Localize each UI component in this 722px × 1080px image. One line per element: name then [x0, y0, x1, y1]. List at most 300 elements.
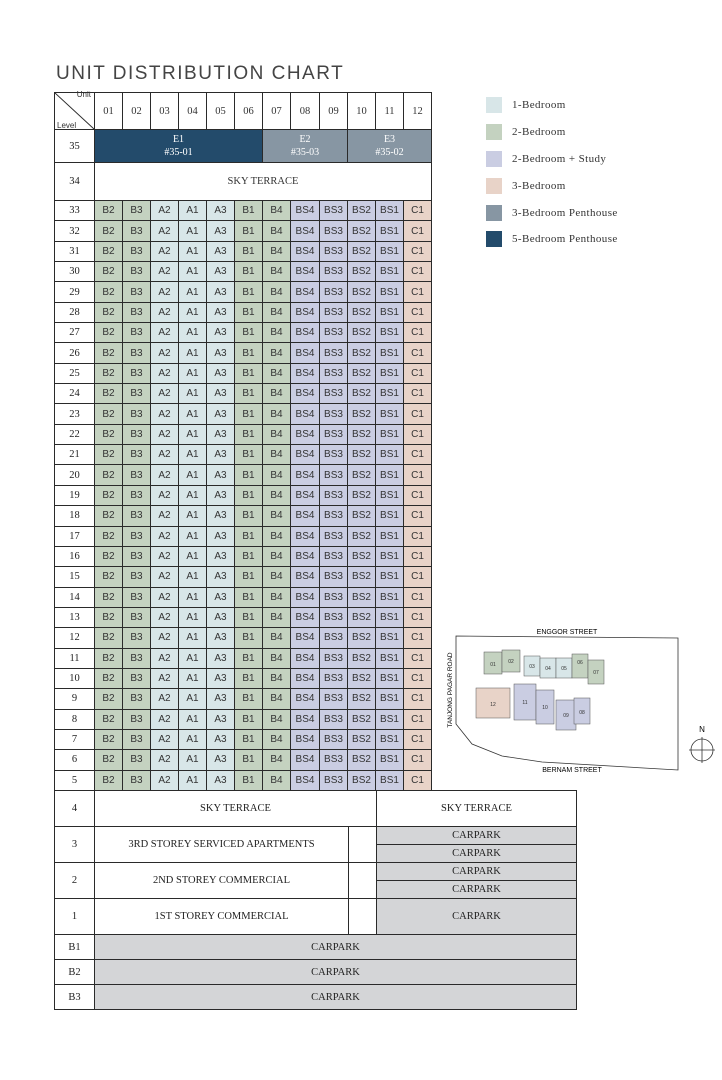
unit-cell: BS3 — [320, 262, 348, 282]
level-row — [55, 587, 432, 607]
unit-cell: C1 — [404, 668, 432, 688]
unit-cell: BS4 — [291, 323, 320, 343]
unit-cell: B2 — [95, 485, 123, 505]
unit-cell: BS3 — [320, 384, 348, 404]
unit-cell: A2 — [151, 546, 179, 566]
unit-cell: A3 — [207, 302, 235, 322]
level-row — [55, 567, 432, 587]
unit-cell: BS2 — [348, 709, 376, 729]
unit-cell: BS2 — [348, 404, 376, 424]
unit-cell: BS2 — [348, 384, 376, 404]
column-header: 09 — [320, 93, 348, 130]
unit-cell: B4 — [263, 445, 291, 465]
unit-cell: B3 — [123, 241, 151, 261]
unit-cell: A3 — [207, 445, 235, 465]
unit-cell: B1 — [235, 587, 263, 607]
level-row — [55, 282, 432, 302]
unit-cell: B2 — [95, 567, 123, 587]
unit-cell: A2 — [151, 241, 179, 261]
unit-cell: BS1 — [376, 282, 404, 302]
unit-cell: B3 — [123, 424, 151, 444]
unit-cell: A3 — [207, 201, 235, 221]
unit-cell: B4 — [263, 668, 291, 688]
lower-floors-table — [54, 790, 577, 1010]
unit-cell: B2 — [95, 526, 123, 546]
unit-cell: C1 — [404, 201, 432, 221]
unit-cell: BS2 — [348, 526, 376, 546]
unit-cell: B2 — [95, 628, 123, 648]
unit-cell: A1 — [179, 709, 207, 729]
unit-cell: C1 — [404, 363, 432, 383]
unit-cell: A3 — [207, 262, 235, 282]
unit-cell: A2 — [151, 302, 179, 322]
unit-cell: B2 — [95, 384, 123, 404]
unit-cell: A1 — [179, 587, 207, 607]
unit-cell: B2 — [95, 343, 123, 363]
unit-cell: BS3 — [320, 750, 348, 770]
unit-cell: C1 — [404, 241, 432, 261]
level-row — [55, 526, 432, 546]
level-row — [55, 770, 432, 790]
unit-cell: B4 — [263, 241, 291, 261]
unit-cell: BS1 — [376, 770, 404, 790]
level-b2-row — [55, 960, 577, 985]
corner-level-label: Level — [57, 121, 77, 130]
unit-cell: B1 — [235, 485, 263, 505]
unit-cell: BS4 — [291, 628, 320, 648]
map-unit-label: 02 — [508, 659, 514, 665]
empty-cell — [349, 899, 377, 935]
unit-cell: BS4 — [291, 607, 320, 627]
legend-label: 2-Bedroom — [512, 126, 566, 139]
level-row — [55, 241, 432, 261]
unit-cell: B3 — [123, 221, 151, 241]
unit-cell: A1 — [179, 607, 207, 627]
unit-cell: B1 — [235, 445, 263, 465]
level-label: 11 — [55, 648, 95, 668]
penthouse-e3 — [348, 130, 432, 163]
level-label: 32 — [55, 221, 95, 241]
unit-cell: BS2 — [348, 607, 376, 627]
level-label: 4 — [55, 791, 95, 827]
north-arrow-icon — [689, 737, 715, 763]
unit-cell: C1 — [404, 607, 432, 627]
unit-cell: A1 — [179, 404, 207, 424]
unit-cell: B1 — [235, 506, 263, 526]
unit-cell: B4 — [263, 343, 291, 363]
unit-cell: B2 — [95, 750, 123, 770]
legend-label: 1-Bedroom — [512, 99, 566, 112]
unit-cell: A1 — [179, 526, 207, 546]
unit-cell: A3 — [207, 709, 235, 729]
unit-cell: A1 — [179, 201, 207, 221]
unit-cell: A2 — [151, 567, 179, 587]
unit-cell: B3 — [123, 567, 151, 587]
unit-cell: A2 — [151, 689, 179, 709]
level-label: 5 — [55, 770, 95, 790]
unit-cell: BS3 — [320, 445, 348, 465]
north-label: N — [699, 725, 705, 734]
level-row — [55, 485, 432, 505]
unit-cell: BS2 — [348, 668, 376, 688]
unit-cell: B3 — [123, 262, 151, 282]
unit-cell: B4 — [263, 262, 291, 282]
level-row — [55, 607, 432, 627]
unit-cell: B1 — [235, 424, 263, 444]
unit-cell: BS2 — [348, 201, 376, 221]
level-label: 10 — [55, 668, 95, 688]
unit-cell: A3 — [207, 404, 235, 424]
unit-cell: B3 — [123, 506, 151, 526]
level-label: 23 — [55, 404, 95, 424]
unit-cell: B3 — [123, 587, 151, 607]
map-unit-label: 09 — [563, 713, 569, 719]
unit-cell: B1 — [235, 526, 263, 546]
unit-cell: B1 — [235, 668, 263, 688]
unit-cell: BS3 — [320, 648, 348, 668]
unit-cell: A3 — [207, 750, 235, 770]
corner-unit-label: Unit — [76, 90, 91, 99]
carpark-cell: CARPARK — [377, 845, 577, 863]
level-label: 29 — [55, 282, 95, 302]
level-label: 9 — [55, 689, 95, 709]
unit-cell: C1 — [404, 465, 432, 485]
unit-cell: BS4 — [291, 729, 320, 749]
unit-cell: A1 — [179, 363, 207, 383]
unit-cell: A1 — [179, 323, 207, 343]
unit-cell: B1 — [235, 241, 263, 261]
unit-cell: A1 — [179, 485, 207, 505]
unit-cell: A1 — [179, 445, 207, 465]
level-row — [55, 445, 432, 465]
legend-swatch — [486, 97, 502, 113]
unit-cell: BS1 — [376, 709, 404, 729]
unit-cell: B4 — [263, 485, 291, 505]
unit-cell: A3 — [207, 648, 235, 668]
unit-cell: BS3 — [320, 221, 348, 241]
unit-cell: B1 — [235, 221, 263, 241]
map-unit-label: 04 — [545, 666, 551, 672]
unit-cell: A1 — [179, 729, 207, 749]
header-row — [55, 93, 432, 130]
level-3-row — [55, 827, 577, 845]
penthouse-unit: #35-03 — [290, 147, 320, 158]
legend-swatch — [486, 205, 502, 221]
unit-cell: BS1 — [376, 201, 404, 221]
unit-cell: BS3 — [320, 465, 348, 485]
unit-cell: B2 — [95, 729, 123, 749]
unit-cell: BS2 — [348, 567, 376, 587]
unit-cell: B4 — [263, 404, 291, 424]
carpark-b3: CARPARK — [95, 985, 577, 1010]
unit-cell: C1 — [404, 750, 432, 770]
level-row — [55, 750, 432, 770]
legend-swatch — [486, 178, 502, 194]
unit-cell: BS4 — [291, 404, 320, 424]
unit-cell: B4 — [263, 770, 291, 790]
level-1-row — [55, 899, 577, 935]
unit-cell: B2 — [95, 221, 123, 241]
penthouse-code: E2 — [299, 134, 311, 145]
unit-cell: B2 — [95, 607, 123, 627]
unit-cell: A2 — [151, 709, 179, 729]
unit-cell: B2 — [95, 323, 123, 343]
unit-cell: A1 — [179, 262, 207, 282]
unit-cell: BS2 — [348, 262, 376, 282]
unit-cell: B3 — [123, 668, 151, 688]
column-header: 03 — [151, 93, 179, 130]
unit-cell: BS2 — [348, 689, 376, 709]
unit-cell: BS3 — [320, 526, 348, 546]
unit-cell: BS1 — [376, 262, 404, 282]
unit-cell: C1 — [404, 262, 432, 282]
unit-cell: B2 — [95, 709, 123, 729]
unit-cell: B3 — [123, 323, 151, 343]
unit-cell: A3 — [207, 567, 235, 587]
unit-cell: BS2 — [348, 770, 376, 790]
unit-cell: B3 — [123, 648, 151, 668]
unit-cell: A3 — [207, 668, 235, 688]
unit-cell: BS3 — [320, 628, 348, 648]
unit-cell: A2 — [151, 221, 179, 241]
level-row — [55, 302, 432, 322]
unit-cell: B1 — [235, 343, 263, 363]
unit-cell: A2 — [151, 648, 179, 668]
unit-cell: B4 — [263, 546, 291, 566]
level-label: 7 — [55, 729, 95, 749]
unit-cell: A2 — [151, 750, 179, 770]
unit-cell: B2 — [95, 546, 123, 566]
column-header: 04 — [179, 93, 207, 130]
penthouse-e1 — [95, 130, 263, 163]
unit-cell: A2 — [151, 485, 179, 505]
carpark-cell: CARPARK — [377, 899, 577, 935]
unit-grid — [54, 92, 432, 791]
unit-cell: B3 — [123, 729, 151, 749]
unit-cell: BS1 — [376, 343, 404, 363]
legend-swatch — [486, 124, 502, 140]
unit-cell: BS3 — [320, 567, 348, 587]
unit-cell: C1 — [404, 546, 432, 566]
unit-cell: BS1 — [376, 302, 404, 322]
penthouse-code: E3 — [383, 134, 396, 145]
penthouse-unit: #35-02 — [375, 147, 404, 158]
unit-cell: A2 — [151, 384, 179, 404]
unit-cell: C1 — [404, 282, 432, 302]
unit-cell: C1 — [404, 384, 432, 404]
unit-cell: A2 — [151, 201, 179, 221]
level-label: 21 — [55, 445, 95, 465]
unit-cell: A3 — [207, 241, 235, 261]
unit-cell: BS1 — [376, 648, 404, 668]
level-4-row — [55, 791, 577, 827]
unit-cell: B4 — [263, 567, 291, 587]
unit-cell: C1 — [404, 404, 432, 424]
level-row — [55, 729, 432, 749]
level-row — [55, 404, 432, 424]
unit-cell: B1 — [235, 628, 263, 648]
unit-cell: B3 — [123, 282, 151, 302]
serviced-apartments: 3RD STOREY SERVICED APARTMENTS — [95, 827, 349, 863]
unit-cell: BS4 — [291, 750, 320, 770]
unit-cell: A2 — [151, 424, 179, 444]
unit-cell: A3 — [207, 221, 235, 241]
unit-cell: A2 — [151, 526, 179, 546]
level-label: 16 — [55, 546, 95, 566]
unit-cell: B4 — [263, 282, 291, 302]
unit-cell: BS1 — [376, 607, 404, 627]
unit-cell: B2 — [95, 648, 123, 668]
column-header: 11 — [376, 93, 404, 130]
unit-cell: C1 — [404, 729, 432, 749]
level-label: 26 — [55, 343, 95, 363]
unit-cell: BS1 — [376, 668, 404, 688]
level-label: 8 — [55, 709, 95, 729]
level-label: 2 — [55, 863, 95, 899]
unit-cell: BS2 — [348, 302, 376, 322]
unit-cell: B4 — [263, 587, 291, 607]
empty-cell — [349, 827, 377, 863]
unit-cell: B3 — [123, 465, 151, 485]
level-row — [55, 628, 432, 648]
unit-cell: B3 — [123, 445, 151, 465]
unit-cell: BS3 — [320, 689, 348, 709]
unit-cell: BS3 — [320, 668, 348, 688]
carpark-b1: CARPARK — [95, 935, 577, 960]
legend-item — [486, 226, 618, 253]
unit-cell: BS2 — [348, 750, 376, 770]
unit-cell: BS4 — [291, 302, 320, 322]
unit-cell: B1 — [235, 363, 263, 383]
unit-cell: B1 — [235, 465, 263, 485]
unit-cell: BS4 — [291, 282, 320, 302]
unit-cell: A2 — [151, 262, 179, 282]
level-label: 22 — [55, 424, 95, 444]
level-label: 15 — [55, 567, 95, 587]
unit-cell: BS2 — [348, 221, 376, 241]
unit-cell: BS4 — [291, 384, 320, 404]
unit-cell: B4 — [263, 648, 291, 668]
unit-cell: BS2 — [348, 343, 376, 363]
penthouse-code: E1 — [172, 134, 185, 145]
legend-label: 5-Bedroom Penthouse — [512, 233, 618, 246]
unit-cell: BS3 — [320, 709, 348, 729]
unit-cell: A2 — [151, 445, 179, 465]
level-label: 6 — [55, 750, 95, 770]
unit-cell: B1 — [235, 384, 263, 404]
legend-label: 2-Bedroom + Study — [512, 152, 607, 165]
carpark-cell: CARPARK — [377, 827, 577, 845]
unit-cell: A2 — [151, 465, 179, 485]
unit-cell: BS2 — [348, 648, 376, 668]
unit-cell: B4 — [263, 384, 291, 404]
unit-cell: C1 — [404, 445, 432, 465]
map-unit-label: 10 — [542, 705, 548, 711]
empty-cell — [349, 863, 377, 899]
unit-cell: B3 — [123, 201, 151, 221]
unit-cell: A3 — [207, 506, 235, 526]
unit-cell: B2 — [95, 689, 123, 709]
unit-cell: C1 — [404, 424, 432, 444]
unit-cell: B4 — [263, 363, 291, 383]
unit-cell: BS1 — [376, 567, 404, 587]
unit-cell: BS4 — [291, 587, 320, 607]
unit-cell: B3 — [123, 607, 151, 627]
unit-cell: B4 — [263, 221, 291, 241]
unit-cell: B1 — [235, 648, 263, 668]
unit-cell: A1 — [179, 241, 207, 261]
level-label: B1 — [55, 935, 95, 960]
unit-cell: A3 — [207, 343, 235, 363]
unit-cell: B4 — [263, 302, 291, 322]
level-row — [55, 689, 432, 709]
unit-cell: C1 — [404, 302, 432, 322]
unit-cell: A1 — [179, 343, 207, 363]
unit-cell: B2 — [95, 282, 123, 302]
unit-cell: B2 — [95, 587, 123, 607]
unit-cell: BS3 — [320, 729, 348, 749]
level-label: 34 — [55, 163, 95, 201]
unit-cell: C1 — [404, 689, 432, 709]
unit-cell: B3 — [123, 302, 151, 322]
unit-cell: A2 — [151, 628, 179, 648]
unit-cell: BS1 — [376, 628, 404, 648]
level-row — [55, 221, 432, 241]
unit-cell: A2 — [151, 729, 179, 749]
unit-cell: BS1 — [376, 485, 404, 505]
unit-cell: B1 — [235, 689, 263, 709]
level-label: B3 — [55, 985, 95, 1010]
unit-cell: BS1 — [376, 323, 404, 343]
unit-cell: BS3 — [320, 343, 348, 363]
unit-cell: A3 — [207, 485, 235, 505]
unit-cell: BS2 — [348, 546, 376, 566]
legend-item — [486, 172, 618, 199]
unit-cell: C1 — [404, 770, 432, 790]
column-header: 05 — [207, 93, 235, 130]
level-label: 35 — [55, 130, 95, 163]
unit-cell: BS1 — [376, 424, 404, 444]
penthouse-unit: #35-01 — [164, 147, 193, 158]
level-label: 13 — [55, 607, 95, 627]
unit-cell: BS4 — [291, 241, 320, 261]
unit-cell: A3 — [207, 384, 235, 404]
level-row — [55, 506, 432, 526]
unit-cell: BS3 — [320, 424, 348, 444]
unit-cell: B4 — [263, 689, 291, 709]
level-label: 28 — [55, 302, 95, 322]
commercial-2nd: 2ND STOREY COMMERCIAL — [95, 863, 349, 899]
unit-cell: A1 — [179, 424, 207, 444]
unit-cell: BS4 — [291, 689, 320, 709]
map-unit-label: 05 — [561, 666, 567, 672]
sky-terrace-left: SKY TERRACE — [95, 791, 377, 827]
unit-cell: A1 — [179, 282, 207, 302]
unit-cell: B4 — [263, 201, 291, 221]
unit-cell: BS4 — [291, 648, 320, 668]
carpark-cell: CARPARK — [377, 881, 577, 899]
unit-cell: BS4 — [291, 343, 320, 363]
unit-cell: C1 — [404, 221, 432, 241]
unit-cell: B1 — [235, 729, 263, 749]
level-row — [55, 363, 432, 383]
legend-label: 3-Bedroom Penthouse — [512, 206, 618, 219]
unit-cell: BS4 — [291, 201, 320, 221]
level-label: 20 — [55, 465, 95, 485]
unit-cell: B1 — [235, 770, 263, 790]
map-unit-06 — [572, 654, 588, 678]
unit-cell: B3 — [123, 546, 151, 566]
